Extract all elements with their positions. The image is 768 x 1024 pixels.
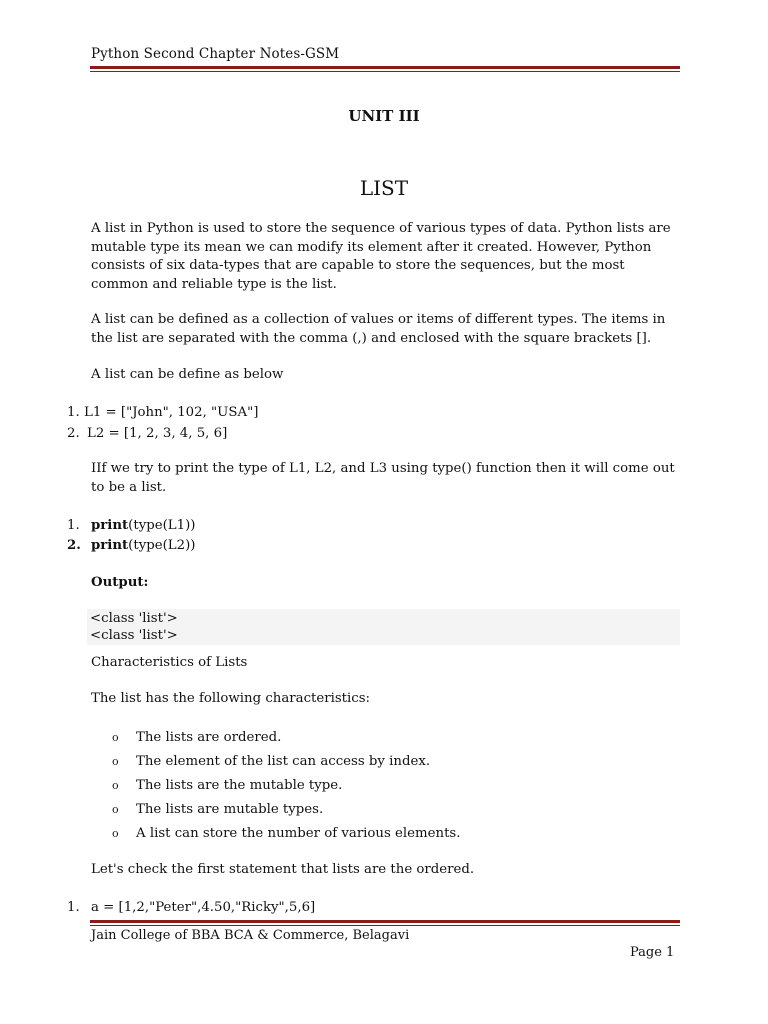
header-rule-thick [90, 66, 680, 69]
list-item [67, 425, 227, 443]
type-paragraph: IIf we try to print the type of L1, L2, and L3 using type() function then it will come out to be a list. [91, 461, 675, 495]
characteristic-text: The lists are mutable types. [136, 802, 324, 817]
characteristic-text: The element of the list can access by index. [136, 754, 431, 769]
footer-college: Jain College of BBA BCA & Commerce, Belagavi [91, 928, 410, 943]
list-number: 2. [67, 426, 80, 441]
output-line: <class 'list'> [90, 611, 178, 626]
list-number: 1. [67, 405, 80, 420]
footer-rule-thin [90, 925, 680, 926]
check-statement: Let's check the first statement that lists are the ordered. [91, 862, 475, 877]
unit-heading: UNIT III [348, 107, 420, 125]
output-label [91, 574, 148, 592]
code-text: a = [1,2,"Peter",4.50,"Ricky",5,6] [91, 900, 316, 915]
define-below-text: A list can be define as below [91, 367, 284, 382]
bullet-icon: o [112, 731, 119, 744]
list-item [112, 825, 460, 843]
print-keyword: print [91, 518, 129, 533]
header-title: Python Second Chapter Notes-GSM [91, 46, 340, 62]
bullet-icon: o [112, 803, 119, 816]
list-number: 1. [67, 518, 80, 533]
list-item [112, 753, 430, 771]
code-text: (type(L1)) [128, 518, 196, 533]
characteristic-text: The lists are the mutable type. [136, 778, 343, 793]
bullet-icon: o [112, 827, 119, 840]
characteristic-text: A list can store the number of various elements. [136, 826, 461, 841]
bullet-icon: o [112, 755, 119, 768]
list-number: 1. [67, 900, 80, 915]
header-rule-thin [90, 71, 680, 72]
list-item [112, 777, 342, 795]
characteristic-text: The lists are ordered. [136, 730, 282, 745]
code-text: L2 = [1, 2, 3, 4, 5, 6] [87, 426, 228, 441]
bullet-icon: o [112, 779, 119, 792]
list-item [67, 899, 315, 917]
output-label-text: Output: [91, 575, 149, 590]
definition-paragraph: A list can be defined as a collection of values or items of different types. The items in the list are separated with the comma (,) and enclosed with the square brackets []. [91, 312, 666, 346]
characteristics-intro: The list has the following characteristics: [91, 691, 371, 706]
list-item [67, 517, 195, 535]
list-item [67, 537, 195, 555]
list-item [112, 729, 281, 747]
list-item [67, 404, 258, 422]
list-number: 2. [67, 538, 81, 553]
code-text: L1 = ["John", 102, "USA"] [84, 405, 259, 420]
footer-rule-thick [90, 920, 680, 923]
characteristics-heading: Characteristics of Lists [91, 655, 248, 670]
list-item [112, 801, 323, 819]
page-number: Page 1 [630, 945, 675, 960]
output-line: <class 'list'> [90, 628, 178, 643]
intro-paragraph: A list in Python is used to store the sequence of various types of data. Python lists are mutable type its mean we can modify its element after it created. However, Python consists of six data-types that are capable to store the sequences, but the most common and reliable type is the list. [91, 221, 671, 292]
section-title: LIST [359, 176, 409, 200]
print-keyword: print [91, 538, 129, 553]
code-text: (type(L2)) [128, 538, 196, 553]
